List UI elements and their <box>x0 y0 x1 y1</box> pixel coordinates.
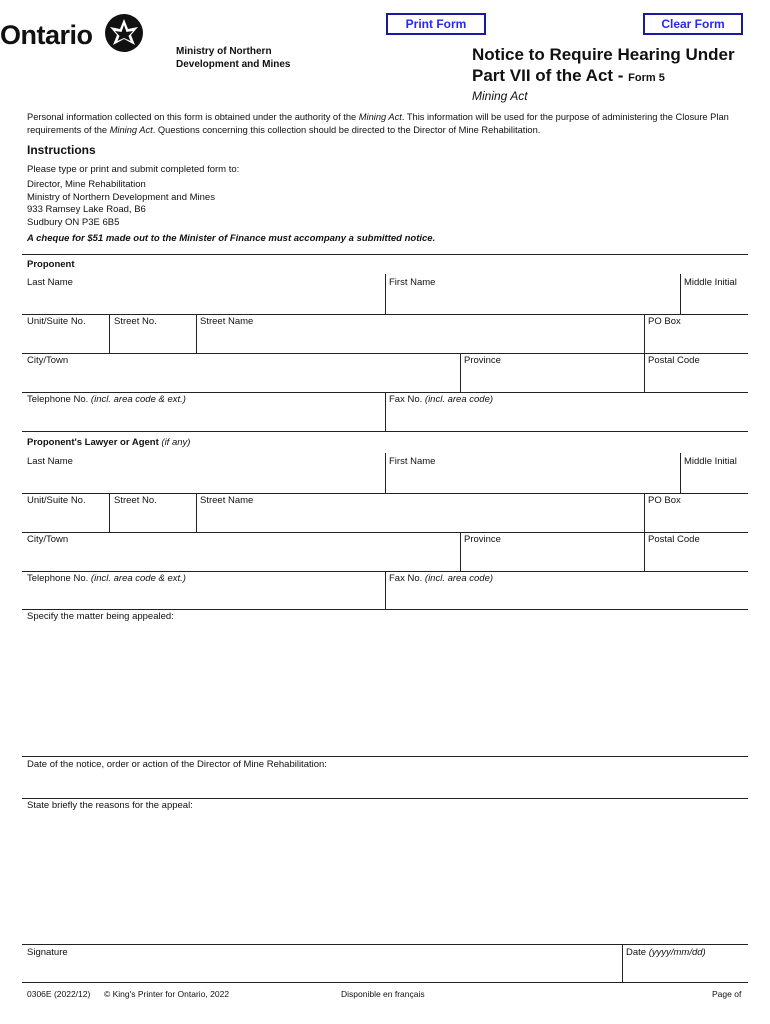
form-title <box>472 44 735 89</box>
privacy-text-3: . Questions concerning this collection should be directed to the Director of Mine Rehabilitation. <box>152 124 541 135</box>
divider <box>644 532 645 571</box>
date-of-notice-label: Date of the notice, order or action of the Director of Mine Rehabilitation: <box>27 759 327 770</box>
divider <box>22 798 748 799</box>
postal-code-label: Postal Code <box>648 355 700 366</box>
proponent-last-name-input[interactable] <box>27 294 379 310</box>
lawyer-heading-text: Proponent's Lawyer or Agent <box>27 437 162 448</box>
divider <box>385 571 386 609</box>
proponent-po-box-input[interactable] <box>648 333 744 349</box>
divider <box>196 314 197 353</box>
date-input[interactable] <box>626 963 744 979</box>
city-label: City/Town <box>27 355 69 366</box>
cheque-notice: A cheque for $51 made out to the Minister of Finance must accompany a submitted notice. <box>27 233 436 244</box>
ontario-trillium-icon <box>104 13 144 53</box>
divider <box>460 353 461 392</box>
privacy-act-1: Mining Act <box>358 112 402 122</box>
fax-label-text: Fax No. <box>389 573 425 584</box>
date-of-notice-input[interactable] <box>27 776 743 792</box>
fax-label-text: Fax No. <box>389 394 425 405</box>
ministry-line-2: Development and Mines <box>176 59 291 70</box>
proponent-fax-input[interactable] <box>389 411 744 427</box>
form-number: Form 5 <box>628 72 665 84</box>
date-label-note: (yyyy/mm/dd) <box>648 947 706 958</box>
matter-label: Specify the matter being appealed: <box>27 611 174 622</box>
divider <box>22 314 748 315</box>
mailing-address <box>27 179 215 229</box>
ministry-line-1: Ministry of Northern <box>176 46 272 57</box>
divider <box>622 944 623 982</box>
address-line: 933 Ramsey Lake Road, B6 <box>27 204 146 215</box>
divider <box>22 982 748 983</box>
telephone-label-note: (incl. area code & ext.) <box>90 573 186 584</box>
ontario-logo-text: Ontario <box>0 20 93 50</box>
proponent-city-input[interactable] <box>27 372 455 388</box>
street-name-label: Street Name <box>200 316 254 327</box>
proponent-telephone-input[interactable] <box>27 411 379 427</box>
date-label-text: Date <box>626 947 649 958</box>
lawyer-city-input[interactable] <box>27 551 455 567</box>
street-no-label: Street No. <box>114 495 157 506</box>
divider <box>385 274 386 314</box>
address-line: Ministry of Northern Development and Mines <box>27 191 215 203</box>
copyright: © King's Printer for Ontario, 2022 <box>104 989 230 999</box>
divider <box>644 314 645 353</box>
signature-label: Signature <box>27 947 68 958</box>
form-subtitle: Mining Act <box>472 89 528 103</box>
divider <box>196 493 197 532</box>
proponent-unit-input[interactable] <box>27 333 105 349</box>
proponent-first-name-input[interactable] <box>389 294 675 310</box>
fax-label-note: (incl. area code) <box>424 573 494 584</box>
last-name-label: Last Name <box>27 277 73 288</box>
city-label: City/Town <box>27 534 69 545</box>
first-name-label: First Name <box>389 277 436 288</box>
title-line-1: Notice to Require Hearing Under <box>472 45 735 64</box>
lawyer-heading-note: (if any) <box>161 437 191 448</box>
lawyer-first-name-input[interactable] <box>389 473 675 489</box>
divider <box>644 353 645 392</box>
lawyer-po-box-input[interactable] <box>648 512 744 528</box>
divider <box>22 353 748 354</box>
form-code: 0306E (2022/12) <box>27 989 91 999</box>
ministry-name <box>176 45 290 71</box>
reasons-textarea[interactable] <box>27 815 743 939</box>
proponent-heading: Proponent <box>27 259 75 270</box>
street-no-label: Street No. <box>114 316 157 327</box>
fax-label <box>389 394 493 405</box>
lawyer-unit-input[interactable] <box>27 512 105 528</box>
divider <box>460 532 461 571</box>
telephone-label <box>27 394 186 405</box>
lawyer-postal-code-input[interactable] <box>648 551 744 567</box>
signature-input[interactable] <box>27 963 617 979</box>
clear-form-button[interactable]: Clear Form <box>643 13 743 35</box>
french-availability: Disponible en français <box>341 989 425 999</box>
lawyer-fax-input[interactable] <box>389 590 744 606</box>
matter-textarea[interactable] <box>27 626 743 752</box>
divider <box>22 532 748 533</box>
unit-label: Unit/Suite No. <box>27 316 86 327</box>
telephone-label-note: (incl. area code & ext.) <box>90 394 186 405</box>
reasons-label: State briefly the reasons for the appeal: <box>27 800 193 811</box>
divider <box>22 609 748 610</box>
middle-initial-label: Middle Initial <box>684 277 737 288</box>
telephone-label-text: Telephone No. <box>27 573 91 584</box>
po-box-label: PO Box <box>648 495 681 506</box>
divider <box>680 453 681 493</box>
divider <box>22 756 748 757</box>
date-label <box>626 947 706 958</box>
lawyer-middle-initial-input[interactable] <box>684 473 744 489</box>
proponent-street-no-input[interactable] <box>114 333 192 349</box>
title-line-2 <box>472 65 735 89</box>
page-number: Page of <box>712 989 742 999</box>
province-label: Province <box>464 534 501 545</box>
divider <box>644 493 645 532</box>
telephone-label-text: Telephone No. <box>27 394 91 405</box>
divider <box>109 493 110 532</box>
instructions-lead: Please type or print and submit completed form to: <box>27 164 240 175</box>
proponent-province-input[interactable] <box>464 372 640 388</box>
middle-initial-label: Middle Initial <box>684 456 737 467</box>
divider <box>22 493 748 494</box>
address-line: Director, Mine Rehabilitation <box>27 179 146 190</box>
lawyer-heading <box>27 437 190 448</box>
privacy-text-2: . This information will be used for the purpose of administering the Closure Plan requirements of the <box>27 112 729 135</box>
privacy-act-2: Mining Act <box>109 124 153 135</box>
po-box-label: PO Box <box>648 316 681 327</box>
telephone-label <box>27 573 186 584</box>
title-line-2-text: Part VII of the Act - <box>472 66 629 85</box>
privacy-text-1: Personal information collected on this form is obtained under the authority of the <box>27 112 359 122</box>
divider <box>22 431 748 432</box>
divider <box>385 392 386 431</box>
divider <box>109 314 110 353</box>
postal-code-label: Postal Code <box>648 534 700 545</box>
address-line: Sudbury ON P3E 6B5 <box>27 216 120 228</box>
print-form-button[interactable]: Print Form <box>386 13 486 35</box>
street-name-label: Street Name <box>200 495 254 506</box>
lawyer-telephone-input[interactable] <box>27 590 379 606</box>
lawyer-street-no-input[interactable] <box>114 512 192 528</box>
divider <box>22 254 748 255</box>
lawyer-last-name-input[interactable] <box>27 473 379 489</box>
divider <box>680 274 681 314</box>
lawyer-street-name-input[interactable] <box>200 512 640 528</box>
privacy-notice <box>27 111 747 136</box>
fax-label-note: (incl. area code) <box>424 394 494 405</box>
first-name-label: First Name <box>389 456 436 467</box>
proponent-middle-initial-input[interactable] <box>684 294 744 310</box>
divider <box>385 453 386 493</box>
fax-label <box>389 573 493 584</box>
proponent-postal-code-input[interactable] <box>648 372 744 388</box>
unit-label: Unit/Suite No. <box>27 495 86 506</box>
divider <box>22 944 748 945</box>
last-name-label: Last Name <box>27 456 73 467</box>
lawyer-province-input[interactable] <box>464 551 640 567</box>
instructions-heading: Instructions <box>27 143 96 157</box>
proponent-street-name-input[interactable] <box>200 333 640 349</box>
province-label: Province <box>464 355 501 366</box>
